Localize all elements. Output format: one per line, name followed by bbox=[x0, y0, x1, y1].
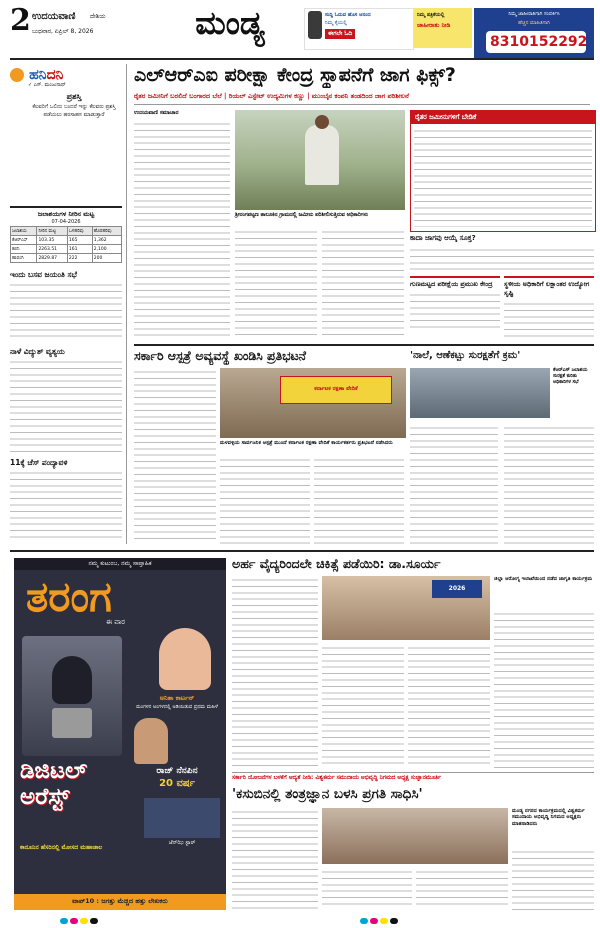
story5-kicker: ಸರ್ಕಾರಿ ಯೋಜನೆಗಳ ಬಳಕೆಗೆ ಆದ್ಯತೆ ನೀಡಿ: ವಿಶ್ವಕರ್ಮ ಸಮುದಾಯ ಅಭಿವೃದ್ಧಿ ನಿಗಮದ ಅಧ್ಯಕ್ಷ ಸುಜ್ಞಾನಮೂರ್ತಿ bbox=[232, 775, 441, 781]
story2-headline: ಸರ್ಕಾರಿ ಆಸ್ಪತ್ರೆ ಅವ್ಯವಸ್ಥೆ ಖಂಡಿಸಿ ಪ್ರತಿಭಟನೆ bbox=[134, 348, 307, 363]
brief-headline: 11ಕ್ಕೆ ಚೆಸ್‌ ಪಂದ್ಯಾವಳಿ bbox=[10, 458, 68, 467]
hooded-figure bbox=[22, 636, 122, 756]
taranga-ad[interactable]: ನಮ್ಮ ಕುಟುಂಬ, ನಮ್ಮ ಸಾಪ್ತಾಹಿಕ ತರಂಗ ಈ ವಾರ ಅನಿತಾ ಕಾರ್ಟನ್ ಮಂಗಳನ ಅಂಗಳದಲ್ಲಿ ಅಡಿಯಿಡುವ ಪ್ರಥಮ ಮಹಿಳೆ ರಾಜ್ ನೆನಪಿನ 20 ವರ್ಷ ಡಿಜಿಟಲ್ ಅರೆಸ್ಟ್ ಕಾನೂನಿನ ಹೆಸರಿನಲ್ಲಿ ಮೋಸದ ಮಹಾಜಾಲ ಜೆನ್‌ಝಿ ಸ್ಟಾರ್‌ ಟಾಪ್‌10 : ಜಗತ್ತು ಮೆಚ್ಚಿದ ಹತ್ತು ಲೇಖಕರು bbox=[14, 558, 226, 910]
story2-photo: ಕರ್ನಾಟಕ ರಕ್ಷಣಾ ವೇದಿಕೆ bbox=[220, 368, 406, 438]
masthead-ad-contact[interactable]: ನಿಮ್ಮ ಜಾಹೀರಾತಿಗಾಗಿ ಸಂಪರ್ಕಿಸಿ ಹೆಚ್ಚಿನ ಮಾಹಿತಿಗಾಗಿ 8310152292 bbox=[474, 8, 594, 58]
story3-headline: 'ನಾಲೆ, ಆಣೆಕಟ್ಟು ಸುರಕ್ಷತೆಗೆ ಕ್ರಮ' bbox=[410, 350, 521, 361]
lead-photo bbox=[235, 110, 405, 210]
table-row: ಹಾರಂಗಿ 2829.87 222 200 bbox=[11, 254, 122, 263]
story5-caption: ಮಂಡ್ಯ ನಗರದ ಕಾರ್ಯಕ್ರಮದಲ್ಲಿ ವಿಶ್ವಕರ್ಮ ಸಮುದಾಯ ಅಭಿವೃದ್ಧಿ ನಿಗಮದ ಅಧ್ಯಕ್ಷರು ಮಾತನಾಡಿದರು bbox=[512, 808, 585, 827]
story5-headline: 'ಕಸುಬಿನಲ್ಲಿ ತಂತ್ರಜ್ಞಾನ ಬಳಸಿ ಪ್ರಗತಿ ಸಾಧಿಸಿ' bbox=[232, 786, 423, 802]
lead-body-col1: ಉದಯವಾಣಿ ಸಮಾಚಾರ bbox=[134, 110, 230, 340]
lead-caption: ಶ್ರೀರಂಗಪಟ್ಟಣ ತಾಲೂಕಿನ ಗ್ರಾಮದಲ್ಲಿ ಜಮೀನು ಪರಿಶೀಲಿಸುತ್ತಿರುವ ಅಧಿಕಾರಿಗಳು bbox=[235, 212, 369, 218]
story3-photo bbox=[410, 368, 550, 418]
box-land-choice: ಕಾದಾ ಜಾಗವು ಆಯ್ಕೆ ಸೂಕ್ತ? bbox=[410, 234, 594, 274]
story4-caption: ಜಿಲ್ಲಾ ಆರೋಗ್ಯ ಇಲಾಖೆಯಿಂದ ನಡೆದ ಜಾಗೃತಿ ಕಾರ್ಯಕ್ರಮ bbox=[494, 576, 593, 582]
taranga-title: ತರಂಗ bbox=[26, 572, 112, 621]
brief-headline: ನಾಳೆ ವಿದ್ಯುತ್‌ ವ್ಯತ್ಯಯ bbox=[10, 347, 65, 356]
masthead-ad-app[interactable]: ಸುದ್ದಿ ಓದುವ ಹೊಸ ಆನಂದ ನಿಮ್ಮ ಕೈಯಲ್ಲಿ ಈಗಲೇ ಓದಿ bbox=[304, 8, 414, 50]
story4-headline: ಅರ್ಹ ವೈದ್ಯರಿಂದಲೇ ಚಿಕಿತ್ಸೆ ಪಡೆಯಿರಿ: ಡಾ.ಸೂರ್ಯ bbox=[232, 556, 441, 571]
taranga-footer: ಟಾಪ್‌10 : ಜಗತ್ತು ಮೆಚ್ಚಿದ ಹತ್ತು ಲೇಖಕರು bbox=[72, 897, 168, 905]
date-line: ಬುಧವಾರ, ಏಪ್ರಿಲ್ 8, 2026 bbox=[32, 28, 94, 35]
reservoir-table: ಜಲಾಶಯ ನೀರಿನ ಮಟ್ಟ ಒಳಹರಿವು ಹೊರಹರಿವು ಕೆಆರ್‌ಎಸ್ 103.35 165 1,362 ಕಬಿನಿ 2263.51 161 2,100 ಹಾರಂಗಿ 2829.87 222 200 bbox=[10, 226, 122, 263]
page-number: 2 bbox=[10, 3, 31, 38]
ad-phone-number: 8310152292 bbox=[490, 34, 588, 50]
sports-photo bbox=[144, 798, 220, 838]
left-column: ಹನಿದನಿ ✓ ಎಸ್. ಮಂಜುನಾಥ್ ಪ್ರಶಸ್ತಿ ಕೆಲವರಿಗೆ ಒಲಿದು ಬಂದರೆ ಇನ್ನು ಕೆಲವರು ಪ್ರಶಸ್ತಿ ಪಡೆಯಲು ಹರಸಾಹಸ ಮಾಡುತ್ತಾರೆ ಜಲಾಶಯಗಳ ನೀರಿನ ಮಟ್ಟ 07-04-2026 ಜಲಾಶಯ ನೀರಿನ ಮಟ್ಟ ಒಳಹರಿವು ಹೊರಹರಿವು ಕೆಆರ್‌ಎಸ್ 103.35 165 1,362 ಕಬಿನಿ 2263.51 161 2,100 ಹಾರಂಗಿ 2829.87 222 200 ಇಂದು ಬಸವ ಜಯಂತಿ ಸಭೆ ನಾಳೆ ವಿದ್ಯುತ್‌ ವ್ಯತ್ಯಯ 11ಕ್ಕೆ ಚೆಸ್‌ ಪಂದ್ಯಾವಳಿ bbox=[10, 64, 122, 544]
story5-photo bbox=[322, 808, 508, 864]
table-row: ಕಬಿನಿ 2263.51 161 2,100 bbox=[11, 245, 122, 254]
district-title: ಮಂಡ್ಯ bbox=[195, 4, 265, 42]
story2-caption: ಮಳವಳ್ಳಿಯ ಸಾರ್ವಜನಿಕ ಆಸ್ಪತ್ರೆ ಮುಂದೆ ಕರ್ನಾಟಕ ರಕ್ಷಣಾ ವೇದಿಕೆ ಕಾರ್ಯಕರ್ತರು ಪ್ರತಿಭಟನೆ ನಡೆಸಿದರು bbox=[220, 440, 393, 446]
registration-marks bbox=[0, 914, 600, 928]
taranga-cover-title: ಡಿಜಿಟಲ್ ಅರೆಸ್ಟ್ bbox=[20, 758, 88, 810]
lead-subhead: ರೈತರ ಜಮೀನಿಗೆ ಬರಲಿದೆ ಬಂಗಾರದ ಬೆಲೆ | ರಿಯಲ್‌ ಎಸ್ಟೇಟ್‌ ಉದ್ಯಮಿಗಳ ಕಣ್ಣು | ಮುಂಬೈನ ಕಂಪನಿ ತಂಡದಿಂದ ಜಾಗ ಪರಿಶೀಲನೆ bbox=[134, 92, 409, 100]
lead-headline: ಎಲ್‌ಆರ್‌ಎಐ ಪರೀಕ್ಷಾ ಕೇಂದ್ರ ಸ್ಥಾಪನೆಗೆ ಜಾಗ ಫಿಕ್ಸ್‌? bbox=[134, 64, 456, 86]
actor-photo bbox=[134, 718, 168, 764]
table-row: ಕೆಆರ್‌ಎಸ್ 103.35 165 1,362 bbox=[11, 236, 122, 245]
reservoir-table-title: ಜಲಾಶಯಗಳ ನೀರಿನ ಮಟ್ಟ bbox=[37, 210, 95, 218]
phone-icon bbox=[308, 11, 322, 39]
hanidani-logo: ಹನಿದನಿ bbox=[10, 64, 63, 83]
masthead-left bbox=[10, 3, 130, 42]
astronaut-photo bbox=[159, 628, 211, 690]
box-quality-centre: ಗುಣಮಟ್ಟದ ಪರೀಕ್ಷೆಯ ಪ್ರಮುಖ ಕೇಂದ್ರ bbox=[410, 276, 500, 342]
box-farmland: ರೈತರ ಜಮೀನುಗಳಿಗೆ ಬೇಡಿಕೆ bbox=[410, 110, 596, 232]
brief-headline: ಇಂದು ಬಸವ ಜಯಂತಿ ಸಭೆ bbox=[10, 270, 77, 279]
masthead-ad-small[interactable]: ನಿಮ್ಮ ಪತ್ರಿಕೆಯಲ್ಲಿ ಜಾಹೀರಾತು ನೀಡಿ bbox=[414, 8, 472, 48]
box-jobs: ಸ್ಥಳೀಯ ಅಧಿಕಾರಿಗೆ ಲಕ್ಷಾಂತರ ಉದ್ಯೋಗ ಸೃಷ್ಟಿ bbox=[504, 276, 594, 342]
story4-photo: 2026 bbox=[322, 576, 490, 640]
story3-caption: ಕೆಆರ್‌ಎಸ್‌ ಜಲಾಶಯ ಸುರಕ್ಷತೆ ಕುರಿತು ಅಧಿಕಾರಿಗಳ ಸಭೆ bbox=[553, 368, 588, 385]
paper-name: ಉದಯವಾಣಿ bbox=[32, 11, 76, 22]
edition-label: ದೇಶಿಯ bbox=[90, 13, 106, 20]
